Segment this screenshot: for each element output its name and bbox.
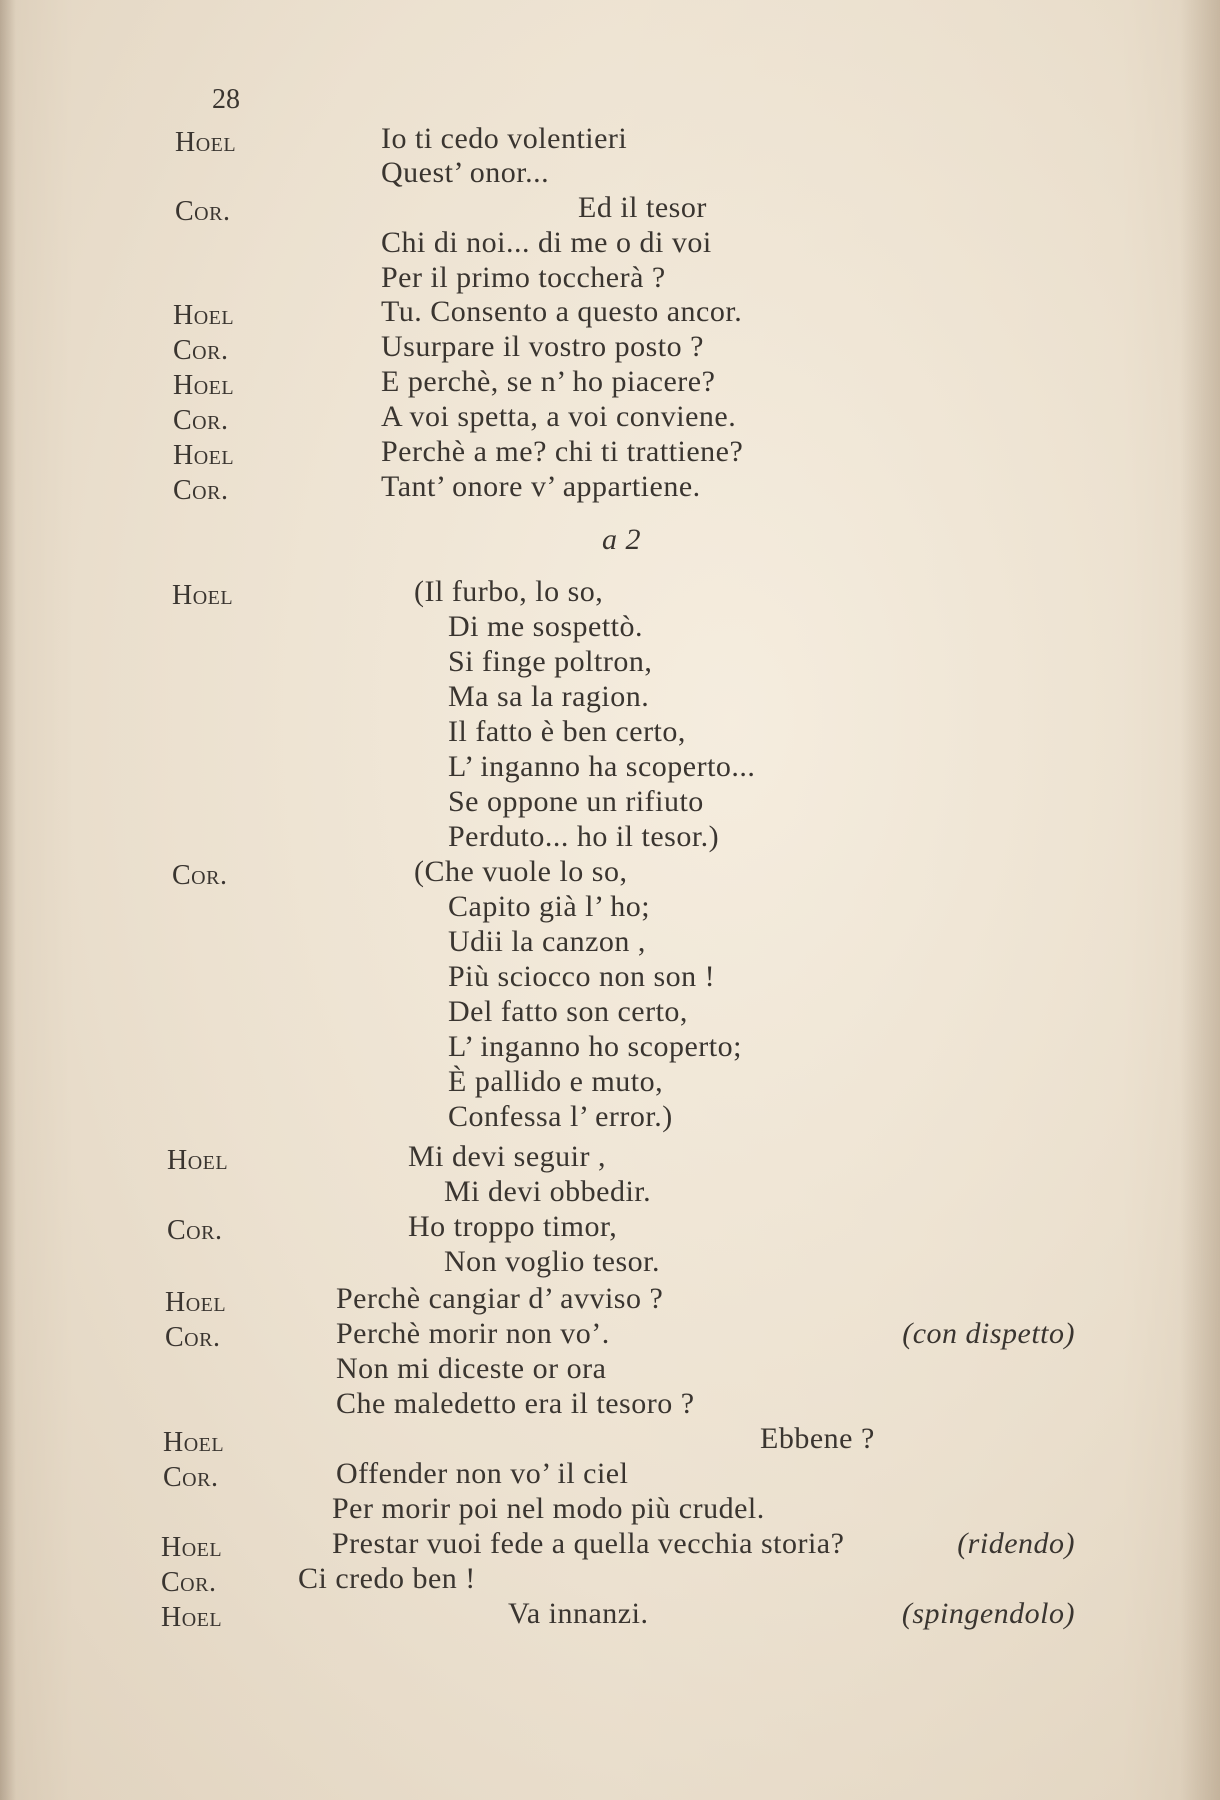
verse-line: Ho troppo timor, (408, 1210, 618, 1243)
verse-line: Non voglio tesor. (444, 1245, 660, 1278)
speaker-label: Hoel (173, 370, 235, 401)
speaker-label: Cor. (172, 860, 228, 891)
verse-line: Mi devi obbedir. (444, 1175, 652, 1208)
a2-heading: a 2 (602, 523, 641, 556)
stage-direction: (con dispetto) (902, 1317, 1075, 1350)
speaker-label: Hoel (167, 1145, 229, 1176)
verse-line: Quest’ onor... (381, 156, 550, 189)
verse-line: È pallido e muto, (448, 1065, 664, 1098)
stage-direction: (ridendo) (957, 1527, 1075, 1560)
stage-direction: (spingendolo) (901, 1597, 1075, 1630)
verse-line: Io ti cedo volentieri (381, 122, 628, 155)
verse-line: Ci credo ben ! (298, 1562, 476, 1595)
verse-line: Perduto... ho il tesor.) (448, 820, 720, 853)
verse-line: Ma sa la ragion. (448, 680, 650, 713)
verse-line: Chi di noi... di me o di voi (381, 226, 712, 259)
verse-line: Prestar vuoi fede a quella vecchia storia? (332, 1527, 845, 1560)
verse-line: Di me sospettò. (448, 610, 643, 643)
verse-line: Non mi diceste or ora (336, 1352, 607, 1385)
verse-line: Se oppone un rifiuto (448, 785, 704, 818)
verse-line: Ed il tesor (578, 191, 707, 224)
verse-line: Per morir poi nel modo più crudel. (332, 1492, 765, 1525)
speaker-label: Hoel (173, 300, 235, 331)
speaker-label: Hoel (165, 1287, 227, 1318)
speaker-label: Hoel (161, 1602, 223, 1633)
verse-line: Udii la canzon , (448, 925, 646, 958)
verse-line: L’ inganno ha scoperto... (448, 750, 756, 783)
speaker-label: Cor. (173, 405, 229, 436)
speaker-label: Hoel (173, 440, 235, 471)
verse-line: (Che vuole lo so, (414, 855, 628, 888)
verse-line: Per il primo toccherà ? (381, 261, 666, 294)
verse-line: Offender non vo’ il ciel (336, 1457, 629, 1490)
verse-line: Tant’ onore v’ appartiene. (381, 470, 701, 503)
speaker-label: Cor. (167, 1215, 223, 1246)
verse-line: Che maledetto era il tesoro ? (336, 1387, 695, 1420)
speaker-label: Cor. (165, 1322, 221, 1353)
verse-line: Perchè a me? chi ti trattiene? (381, 435, 744, 468)
page-number: 28 (212, 84, 240, 115)
verse-line: Perchè cangiar d’ avviso ? (336, 1282, 664, 1315)
speaker-label: Cor. (161, 1567, 217, 1598)
verse-line: Il fatto è ben certo, (448, 715, 686, 748)
speaker-label: Cor. (163, 1462, 219, 1493)
verse-line: Va innanzi. (508, 1597, 649, 1630)
verse-line: L’ inganno ho scoperto; (448, 1030, 742, 1063)
speaker-label: Cor. (173, 335, 229, 366)
speaker-label: Cor. (173, 475, 229, 506)
verse-line: A voi spetta, a voi conviene. (381, 400, 737, 433)
speaker-label: Hoel (163, 1427, 225, 1458)
verse-line: Del fatto son certo, (448, 995, 688, 1028)
speaker-label: Hoel (161, 1532, 223, 1563)
verse-line: Confessa l’ error.) (448, 1100, 673, 1133)
verse-line: E perchè, se n’ ho piacere? (381, 365, 716, 398)
verse-line: Si finge poltron, (448, 645, 653, 678)
speaker-label: Hoel (175, 127, 237, 158)
speaker-label: Hoel (172, 580, 234, 611)
verse-line: Perchè morir non vo’. (336, 1317, 610, 1350)
verse-line: Usurpare il vostro posto ? (381, 330, 704, 363)
verse-line: (Il furbo, lo so, (414, 575, 604, 608)
verse-line: Mi devi seguir , (408, 1140, 606, 1173)
verse-line: Ebbene ? (760, 1422, 875, 1455)
verse-line: Capito già l’ ho; (448, 890, 651, 923)
verse-line: Tu. Consento a questo ancor. (381, 295, 743, 328)
speaker-label: Cor. (175, 196, 231, 227)
verse-line: Più sciocco non son ! (448, 960, 716, 993)
